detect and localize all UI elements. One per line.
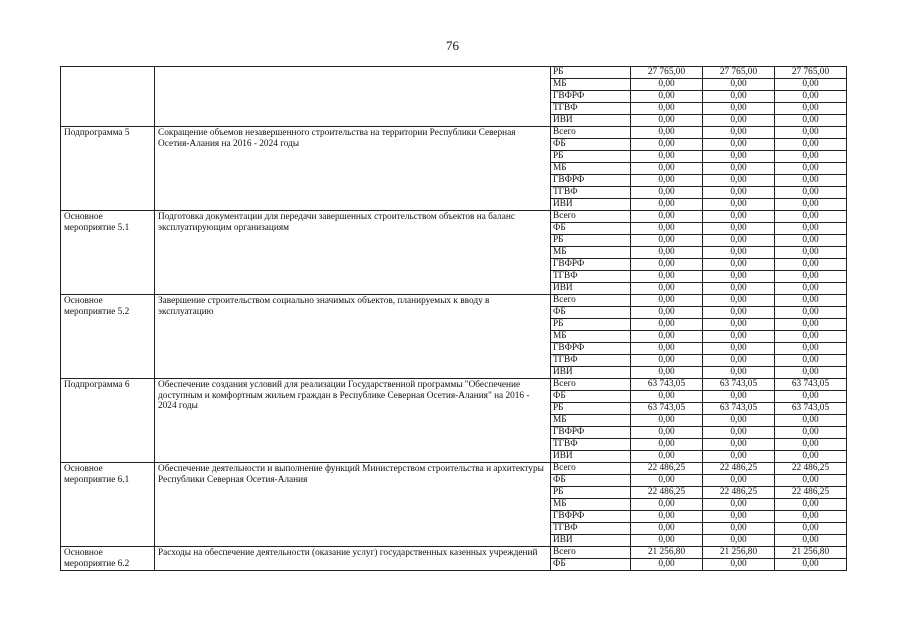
amount-cell-1: 0,00 [631,451,703,463]
amount-cell-2: 0,00 [703,187,775,199]
funding-source-cell: РБ [551,319,631,331]
amount-cell-1: 0,00 [631,427,703,439]
amount-cell-2: 0,00 [703,343,775,355]
amount-cell-3: 0,00 [775,235,847,247]
funding-source-cell: ТГВФ [551,523,631,535]
amount-cell-2: 22 486,25 [703,463,775,475]
amount-cell-3: 0,00 [775,115,847,127]
amount-cell-3: 0,00 [775,367,847,379]
amount-cell-1: 0,00 [631,439,703,451]
amount-cell-3: 0,00 [775,223,847,235]
funding-source-cell: ИВИ [551,535,631,547]
amount-cell-1: 0,00 [631,223,703,235]
amount-cell-2: 0,00 [703,523,775,535]
amount-cell-2: 0,00 [703,307,775,319]
amount-cell-3: 0,00 [775,163,847,175]
amount-cell-3: 0,00 [775,343,847,355]
amount-cell-1: 0,00 [631,511,703,523]
amount-cell-2: 0,00 [703,139,775,151]
program-name-cell [155,67,551,127]
funding-source-cell: Всего [551,211,631,223]
amount-cell-1: 0,00 [631,391,703,403]
funding-source-cell: ГВФРФ [551,427,631,439]
amount-cell-2: 0,00 [703,91,775,103]
amount-cell-3: 21 256,80 [775,547,847,559]
funding-source-cell: ИВИ [551,451,631,463]
amount-cell-3: 0,00 [775,439,847,451]
amount-cell-3: 0,00 [775,331,847,343]
amount-cell-3: 0,00 [775,175,847,187]
amount-cell-1: 0,00 [631,175,703,187]
table-row [61,127,847,139]
amount-cell-3: 0,00 [775,139,847,151]
amount-cell-3: 0,00 [775,391,847,403]
funding-source-cell: ИВИ [551,199,631,211]
funding-source-cell: МБ [551,415,631,427]
program-code-cell [61,67,155,127]
amount-cell-2: 0,00 [703,367,775,379]
amount-cell-2: 0,00 [703,151,775,163]
amount-cell-2: 0,00 [703,271,775,283]
budget-table-body [61,67,847,571]
amount-cell-1: 63 743,05 [631,403,703,415]
funding-source-cell: ТГВФ [551,103,631,115]
funding-source-cell: ГВФРФ [551,175,631,187]
amount-cell-3: 0,00 [775,271,847,283]
funding-source-cell: МБ [551,79,631,91]
amount-cell-1: 0,00 [631,559,703,571]
amount-cell-2: 63 743,05 [703,403,775,415]
amount-cell-2: 0,00 [703,103,775,115]
amount-cell-1: 0,00 [631,475,703,487]
amount-cell-2: 63 743,05 [703,379,775,391]
amount-cell-3: 0,00 [775,355,847,367]
amount-cell-3: 0,00 [775,127,847,139]
amount-cell-1: 0,00 [631,295,703,307]
amount-cell-1: 0,00 [631,127,703,139]
amount-cell-1: 0,00 [631,235,703,247]
amount-cell-3: 22 486,25 [775,487,847,499]
funding-source-cell: МБ [551,331,631,343]
amount-cell-3: 0,00 [775,91,847,103]
amount-cell-3: 0,00 [775,451,847,463]
funding-source-cell: ФБ [551,559,631,571]
amount-cell-1: 0,00 [631,331,703,343]
amount-cell-2: 0,00 [703,175,775,187]
amount-cell-3: 27 765,00 [775,67,847,79]
amount-cell-2: 0,00 [703,247,775,259]
program-name-cell: Подготовка документации для передачи завершенных строительством объектов на баланс эксплуатирующим организациям [155,211,551,295]
funding-source-cell: РБ [551,67,631,79]
amount-cell-2: 0,00 [703,115,775,127]
amount-cell-2: 0,00 [703,199,775,211]
amount-cell-1: 21 256,80 [631,547,703,559]
program-name-cell: Расходы на обеспечение деятельности (оказание услуг) государственных казенных учреждений [155,547,551,571]
amount-cell-1: 0,00 [631,307,703,319]
program-code-cell: Основное мероприятие 5.1 [61,211,155,295]
amount-cell-3: 0,00 [775,523,847,535]
table-row [61,463,847,475]
amount-cell-1: 0,00 [631,499,703,511]
amount-cell-1: 0,00 [631,211,703,223]
amount-cell-1: 0,00 [631,79,703,91]
funding-source-cell: Всего [551,295,631,307]
amount-cell-3: 0,00 [775,415,847,427]
amount-cell-3: 0,00 [775,559,847,571]
amount-cell-1: 0,00 [631,535,703,547]
amount-cell-3: 0,00 [775,187,847,199]
funding-source-cell: МБ [551,163,631,175]
funding-source-cell: ТГВФ [551,355,631,367]
amount-cell-1: 0,00 [631,283,703,295]
amount-cell-2: 0,00 [703,391,775,403]
amount-cell-1: 0,00 [631,139,703,151]
amount-cell-1: 0,00 [631,523,703,535]
table-row [61,67,847,79]
amount-cell-1: 0,00 [631,319,703,331]
amount-cell-1: 0,00 [631,271,703,283]
amount-cell-1: 27 765,00 [631,67,703,79]
funding-source-cell: ИВИ [551,283,631,295]
program-code-cell: Подпрограмма 5 [61,127,155,211]
funding-source-cell: ИВИ [551,367,631,379]
table-row [61,295,847,307]
amount-cell-2: 0,00 [703,451,775,463]
amount-cell-1: 0,00 [631,151,703,163]
amount-cell-1: 0,00 [631,343,703,355]
funding-source-cell: ГВФРФ [551,259,631,271]
amount-cell-2: 0,00 [703,427,775,439]
amount-cell-2: 0,00 [703,127,775,139]
amount-cell-2: 0,00 [703,535,775,547]
amount-cell-3: 0,00 [775,295,847,307]
funding-source-cell: Всего [551,379,631,391]
amount-cell-3: 0,00 [775,259,847,271]
amount-cell-2: 0,00 [703,235,775,247]
amount-cell-3: 0,00 [775,79,847,91]
amount-cell-1: 0,00 [631,259,703,271]
funding-source-cell: ТГВФ [551,439,631,451]
page-number: 76 [446,38,459,53]
funding-source-cell: ГВФРФ [551,343,631,355]
funding-source-cell: ФБ [551,223,631,235]
amount-cell-1: 22 486,25 [631,487,703,499]
funding-source-cell: ТГВФ [551,271,631,283]
amount-cell-1: 0,00 [631,367,703,379]
amount-cell-2: 27 765,00 [703,67,775,79]
amount-cell-1: 63 743,05 [631,379,703,391]
budget-table [60,66,847,571]
funding-source-cell: Всего [551,463,631,475]
program-name-cell: Завершение строительством социально значимых объектов, планируемых к вводу в эксплуатацию [155,295,551,379]
amount-cell-3: 0,00 [775,247,847,259]
funding-source-cell: РБ [551,235,631,247]
amount-cell-2: 0,00 [703,259,775,271]
funding-source-cell: РБ [551,151,631,163]
amount-cell-3: 0,00 [775,151,847,163]
funding-source-cell: ГВФРФ [551,511,631,523]
amount-cell-3: 0,00 [775,475,847,487]
amount-cell-2: 0,00 [703,439,775,451]
amount-cell-2: 0,00 [703,283,775,295]
amount-cell-1: 0,00 [631,415,703,427]
funding-source-cell: ФБ [551,307,631,319]
program-code-cell: Подпрограмма 6 [61,379,155,463]
amount-cell-2: 0,00 [703,319,775,331]
amount-cell-2: 0,00 [703,475,775,487]
amount-cell-3: 0,00 [775,535,847,547]
amount-cell-1: 0,00 [631,355,703,367]
amount-cell-2: 0,00 [703,79,775,91]
funding-source-cell: Всего [551,127,631,139]
amount-cell-3: 22 486,25 [775,463,847,475]
program-code-cell: Основное мероприятие 6.2 [61,547,155,571]
funding-source-cell: ИВИ [551,115,631,127]
amount-cell-2: 0,00 [703,559,775,571]
funding-source-cell: РБ [551,403,631,415]
amount-cell-1: 22 486,25 [631,463,703,475]
amount-cell-2: 0,00 [703,331,775,343]
amount-cell-2: 0,00 [703,223,775,235]
amount-cell-3: 63 743,05 [775,403,847,415]
program-name-cell: Обеспечение деятельности и выполнение функций Министерством строительства и архитектуры Республики Северная Осетия-Алания [155,463,551,547]
funding-source-cell: ФБ [551,391,631,403]
amount-cell-3: 0,00 [775,499,847,511]
amount-cell-2: 0,00 [703,211,775,223]
funding-source-cell: РБ [551,487,631,499]
amount-cell-3: 63 743,05 [775,379,847,391]
amount-cell-1: 0,00 [631,115,703,127]
funding-source-cell: МБ [551,247,631,259]
amount-cell-2: 0,00 [703,511,775,523]
amount-cell-1: 0,00 [631,247,703,259]
amount-cell-2: 0,00 [703,295,775,307]
amount-cell-2: 22 486,25 [703,487,775,499]
amount-cell-3: 0,00 [775,511,847,523]
program-code-cell: Основное мероприятие 5.2 [61,295,155,379]
amount-cell-3: 0,00 [775,319,847,331]
funding-source-cell: Всего [551,547,631,559]
funding-source-cell: ФБ [551,475,631,487]
amount-cell-1: 0,00 [631,199,703,211]
table-row [61,547,847,559]
amount-cell-3: 0,00 [775,211,847,223]
amount-cell-1: 0,00 [631,103,703,115]
table-row [61,379,847,391]
amount-cell-2: 0,00 [703,499,775,511]
funding-source-cell: ГВФРФ [551,91,631,103]
table-row [61,211,847,223]
amount-cell-2: 0,00 [703,355,775,367]
amount-cell-1: 0,00 [631,163,703,175]
funding-source-cell: ТГВФ [551,187,631,199]
funding-source-cell: ФБ [551,139,631,151]
amount-cell-2: 21 256,80 [703,547,775,559]
amount-cell-2: 0,00 [703,415,775,427]
amount-cell-3: 0,00 [775,283,847,295]
program-code-cell: Основное мероприятие 6.1 [61,463,155,547]
funding-source-cell: МБ [551,499,631,511]
amount-cell-3: 0,00 [775,199,847,211]
amount-cell-3: 0,00 [775,103,847,115]
amount-cell-1: 0,00 [631,91,703,103]
program-name-cell: Обеспечение создания условий для реализации Государственной программы "Обеспечение доступным и комфортным жильем граждан в Республике Северная Осетия-Алания" на 2016 - 2024 годы [155,379,551,463]
program-name-cell: Сокращение объемов незавершенного строительства на территории Республики Северная Осетия-Алания на 2016 - 2024 годы [155,127,551,211]
amount-cell-1: 0,00 [631,187,703,199]
amount-cell-3: 0,00 [775,307,847,319]
amount-cell-3: 0,00 [775,427,847,439]
amount-cell-2: 0,00 [703,163,775,175]
